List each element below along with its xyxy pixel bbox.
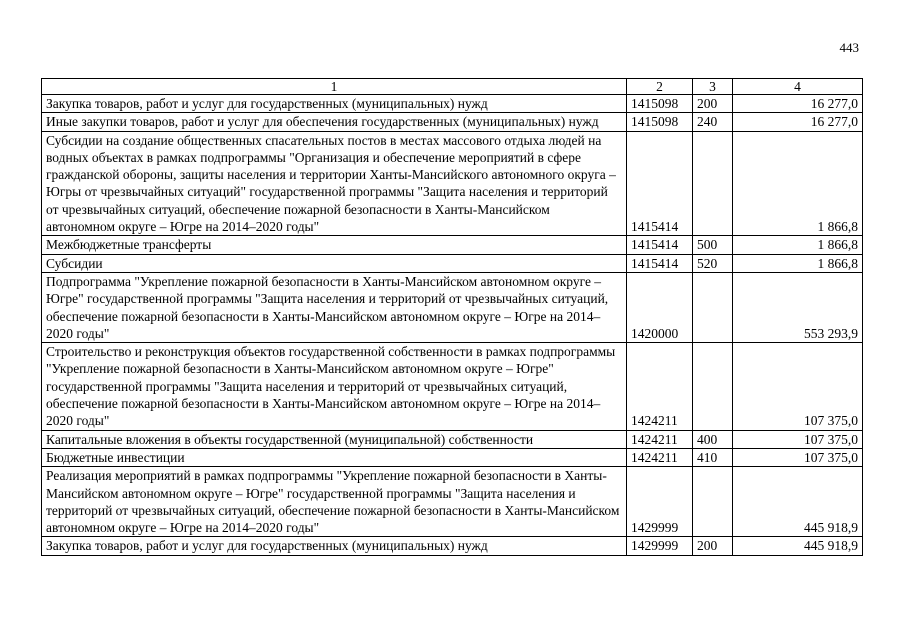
row-name-cell: Строительство и реконструкция объектов государственной собственности в рамках подпрограммы "Укрепление пожарной безопасности в Ханты-Мансийском автономном округе – Югре" государственной программы "Защита населения и территорий от чрезвычайных ситуаций, обеспечение пожарной безопасности в Ханты-Мансийском автономном округе – Югре на 2014–2020 годы" xyxy=(42,343,627,430)
table-header-row xyxy=(42,79,863,95)
row-amount-cell: 107 375,0 xyxy=(733,343,863,430)
table-row xyxy=(42,467,863,537)
row-amount-cell: 107 375,0 xyxy=(733,448,863,466)
column-header: 3 xyxy=(693,79,733,95)
row-expense-type-cell: 410 xyxy=(693,448,733,466)
row-name-cell: Субсидии на создание общественных спасательных постов в местах массового отдыха людей на водных объектах в рамках подпрограммы "Организация и обеспечение мероприятий в сфере гражданской обороны, защиты населения и территории Ханты-Мансийского автономного округа – Югры от чрезвычайных ситуаций" государственной программы "Защита населения и территорий от чрезвычайных ситуаций, обеспечение пожарной безопасности в Ханты-Мансийском автономном округе – Югре на 2014–2020 годы" xyxy=(42,131,627,236)
row-expense-type-cell: 200 xyxy=(693,95,733,113)
row-expense-type-cell xyxy=(693,272,733,342)
column-header: 4 xyxy=(733,79,863,95)
table-row xyxy=(42,254,863,272)
row-code-cell: 1415414 xyxy=(627,254,693,272)
row-amount-cell: 16 277,0 xyxy=(733,113,863,131)
row-name-cell: Иные закупки товаров, работ и услуг для обеспечения государственных (муниципальных) нужд xyxy=(42,113,627,131)
table-row xyxy=(42,448,863,466)
row-code-cell: 1420000 xyxy=(627,272,693,342)
row-code-cell: 1424211 xyxy=(627,448,693,466)
row-amount-cell: 16 277,0 xyxy=(733,95,863,113)
row-expense-type-cell: 240 xyxy=(693,113,733,131)
row-code-cell: 1415098 xyxy=(627,113,693,131)
row-name-cell: Реализация мероприятий в рамках подпрограммы "Укрепление пожарной безопасности в Ханты-Мансийском автономном округе – Югре" государственной программы "Защита населения и территорий от чрезвычайных ситуаций, обеспечение пожарной безопасности в Ханты-Мансийском автономном округе – Югре на 2014–2020 годы" xyxy=(42,467,627,537)
table-row xyxy=(42,113,863,131)
row-code-cell: 1415414 xyxy=(627,236,693,254)
row-expense-type-cell: 200 xyxy=(693,537,733,555)
row-expense-type-cell xyxy=(693,343,733,430)
row-expense-type-cell: 500 xyxy=(693,236,733,254)
row-name-cell: Капитальные вложения в объекты государственной (муниципальной) собственности xyxy=(42,430,627,448)
table-row xyxy=(42,272,863,342)
row-name-cell: Подпрограмма "Укрепление пожарной безопасности в Ханты-Мансийском автономном округе – Югре" государственной программы "Защита населения и территорий от чрезвычайных ситуаций, обеспечение пожарной безопасности в Ханты-Мансийском автономном округе – Югре на 2014–2020 годы" xyxy=(42,272,627,342)
row-expense-type-cell xyxy=(693,467,733,537)
row-name-cell: Бюджетные инвестиции xyxy=(42,448,627,466)
row-code-cell: 1415098 xyxy=(627,95,693,113)
row-amount-cell: 1 866,8 xyxy=(733,131,863,236)
row-expense-type-cell: 520 xyxy=(693,254,733,272)
row-amount-cell: 1 866,8 xyxy=(733,236,863,254)
row-code-cell: 1424211 xyxy=(627,343,693,430)
row-name-cell: Межбюджетные трансферты xyxy=(42,236,627,254)
row-code-cell: 1415414 xyxy=(627,131,693,236)
row-name-cell: Субсидии xyxy=(42,254,627,272)
row-code-cell: 1429999 xyxy=(627,467,693,537)
row-name-cell: Закупка товаров, работ и услуг для государственных (муниципальных) нужд xyxy=(42,95,627,113)
table-row xyxy=(42,537,863,555)
row-code-cell: 1424211 xyxy=(627,430,693,448)
row-expense-type-cell xyxy=(693,131,733,236)
row-amount-cell: 445 918,9 xyxy=(733,467,863,537)
row-amount-cell: 445 918,9 xyxy=(733,537,863,555)
table-row xyxy=(42,131,863,236)
column-header: 1 xyxy=(42,79,627,95)
column-header: 2 xyxy=(627,79,693,95)
row-name-cell: Закупка товаров, работ и услуг для государственных (муниципальных) нужд xyxy=(42,537,627,555)
table-row xyxy=(42,343,863,430)
row-code-cell: 1429999 xyxy=(627,537,693,555)
row-amount-cell: 553 293,9 xyxy=(733,272,863,342)
row-amount-cell: 1 866,8 xyxy=(733,254,863,272)
page-number: 443 xyxy=(839,40,859,55)
table-row xyxy=(42,95,863,113)
table-row xyxy=(42,236,863,254)
table-row xyxy=(42,430,863,448)
row-expense-type-cell: 400 xyxy=(693,430,733,448)
row-amount-cell: 107 375,0 xyxy=(733,430,863,448)
budget-table xyxy=(41,78,863,556)
